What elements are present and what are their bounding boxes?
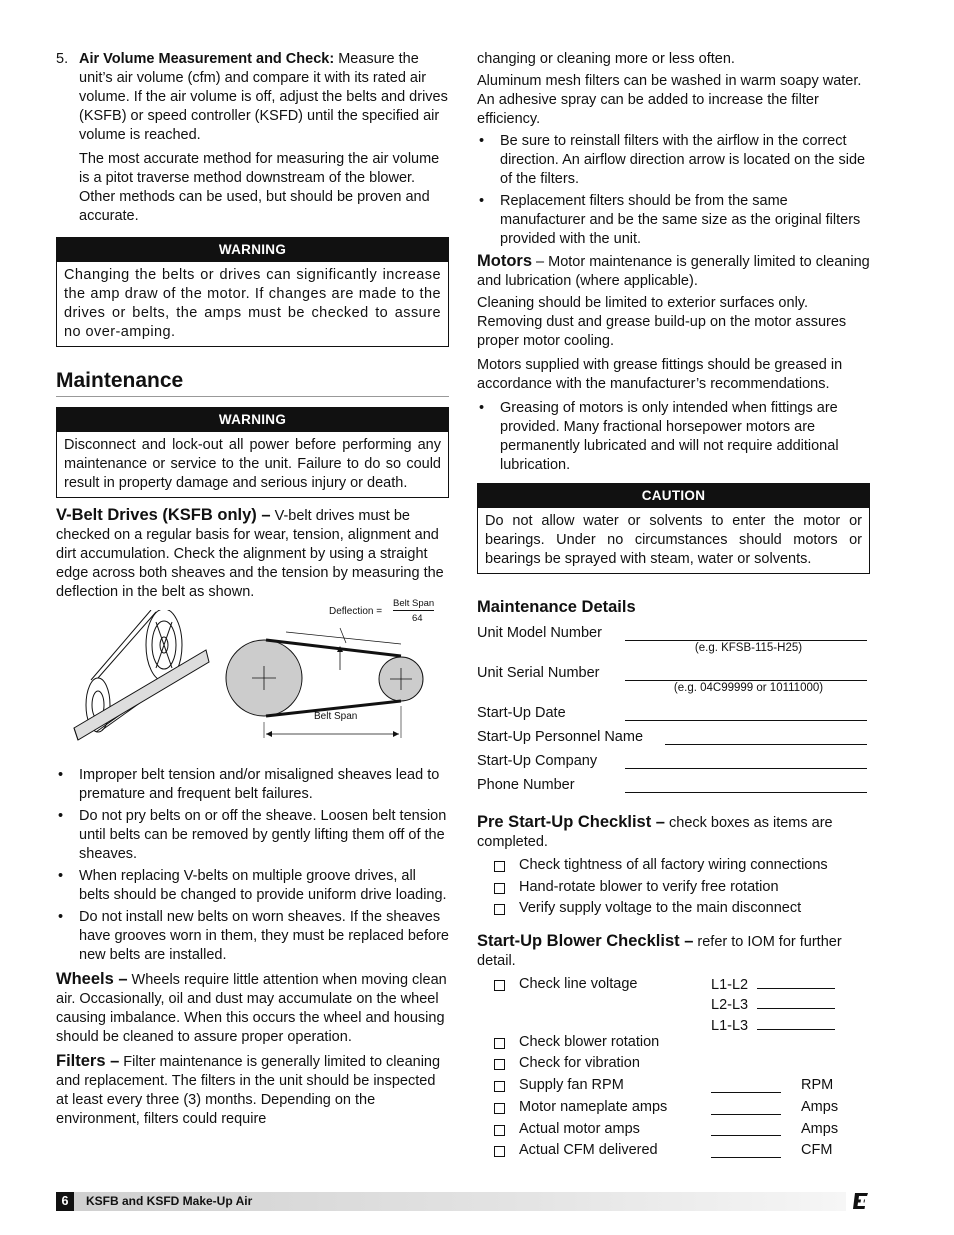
checkbox[interactable]: [494, 883, 505, 894]
voltage-field[interactable]: L1-L2: [711, 974, 835, 995]
value-line[interactable]: [711, 1135, 781, 1136]
caution-box: [477, 483, 870, 574]
measurement-row[interactable]: Actual motor amps Amps: [477, 1119, 870, 1141]
prestart-paragraph: Pre Start-Up Checklist – check boxes as items are completed.: [477, 813, 833, 850]
filters-heading: Filters –: [56, 1052, 120, 1070]
deflection-label: Deflection =: [329, 606, 383, 617]
personnel-name-line[interactable]: [665, 744, 867, 745]
step-5-para2: The most accurate method for measuring the air volume is a pitot traverse method downstream of the blower. Other methods can be used, but should be proven and accurate.: [79, 151, 440, 224]
step-number: 5.: [56, 51, 69, 67]
line-voltage-label: Check line voltage: [519, 975, 638, 992]
filters-paragraph: Filters – Filter maintenance is generally limited to cleaning and replacement. The filters in the unit should be inspected at least every three (3) months. Depending on the environment, filters could require: [56, 1052, 441, 1127]
belt-diagram: [56, 610, 449, 760]
phone-number-line[interactable]: [625, 792, 867, 793]
section-title-maintenance: Maintenance: [56, 371, 449, 397]
right-column: [477, 50, 870, 1162]
step-5: [56, 50, 449, 226]
warning-text: Disconnect and lock-out all power before performing any maintenance or service to the unit. Failure to do so could result in property damage and serious injury or death.: [64, 437, 441, 491]
checkbox[interactable]: [494, 1103, 505, 1114]
filter-bullet-list: [477, 132, 870, 249]
left-column: [56, 50, 449, 1132]
belt-deflection-figure: [56, 598, 449, 760]
filters-continued: changing or cleaning more or less often.: [477, 51, 735, 67]
page-footer: [56, 1192, 870, 1211]
motors-paragraph: Motors – Motor maintenance is generally limited to cleaning and lubrication (where applicable).: [477, 252, 870, 289]
step-5-text: Air Volume Measurement and Check: Measure the unit’s air volume (cfm) and compare it with its rated air volume. If the air volume is off, adjust the belts and drives (KSFB) or speed controller (KSFD) until the specified air volume is reached.: [79, 51, 448, 143]
checklist-item[interactable]: Hand-rotate blower to verify free rotation: [477, 877, 870, 899]
page-number: 6: [56, 1192, 74, 1211]
measurement-row[interactable]: Supply fan RPM RPM: [477, 1075, 870, 1097]
list-item: • Do not install new belts on worn sheaves. If the sheaves have grooves worn in them, they must be replaced before new belts are installed.: [56, 908, 449, 965]
startup-company-field[interactable]: [477, 749, 870, 773]
caution-header: CAUTION: [478, 484, 869, 508]
checkbox[interactable]: [494, 1125, 505, 1136]
checkbox[interactable]: [494, 861, 505, 872]
phone-number-label: Phone Number: [477, 777, 575, 793]
fraction-numerator: Belt Span: [393, 598, 435, 609]
measurement-row[interactable]: Actual CFM delivered CFM: [477, 1140, 870, 1162]
prestart-heading: Pre Start-Up Checklist –: [477, 813, 665, 831]
personnel-name-field[interactable]: [477, 725, 870, 749]
value-line[interactable]: [711, 1114, 781, 1115]
checklist-item[interactable]: Check tightness of all factory wiring connections: [477, 855, 870, 877]
startup-company-line[interactable]: [625, 768, 867, 769]
motors-heading: Motors: [477, 252, 532, 270]
personnel-name-label: Start-Up Personnel Name: [477, 729, 644, 745]
serial-number-label: Unit Serial Number: [477, 665, 600, 681]
checklist-item[interactable]: Check for vibration: [477, 1053, 870, 1075]
warning-box-power: [56, 407, 449, 498]
model-number-hint: (e.g. KFSB-115-H25): [694, 642, 803, 654]
phone-number-field[interactable]: [477, 773, 870, 797]
checkbox[interactable]: [494, 904, 505, 915]
warning-header: WARNING: [57, 238, 448, 262]
belt-span-label: Belt Span: [314, 711, 358, 722]
vbelt-paragraph: V-Belt Drives (KSFB only) – V-belt drives must be checked on a regular basis for wear, tension, alignment and dirt accumulation. Check the alignment by using a straight edge across both sheaves and the tension by measuring the deflection in the belt as shown.: [56, 506, 444, 600]
voltage-fields: [711, 974, 835, 1036]
checkbox[interactable]: [494, 980, 505, 991]
model-number-label: Unit Model Number: [477, 625, 602, 641]
checkbox[interactable]: [494, 1059, 505, 1070]
caution-text: Do not allow water or solvents to enter the motor or bearings. Under no circumstances should motors or bearings be sprayed with steam, water or solvents.: [485, 513, 862, 567]
maintenance-details-title: Maintenance Details: [477, 598, 636, 616]
checkbox[interactable]: [494, 1146, 505, 1157]
warning-text: Changing the belts or drives can significantly increase the amp draw of the motor. If changes are made to the drives or belts, the amps must be checked to assure no over-amping.: [64, 267, 441, 340]
model-number-line[interactable]: [625, 640, 867, 641]
vbelt-heading: V-Belt Drives (KSFB only) –: [56, 506, 271, 524]
wheels-paragraph: Wheels – Wheels require little attention when moving clean air. Occasionally, oil and dust may accumulate on the wheel causing imbalance. When this occurs the wheel and housing should be cleaned to assure proper operation.: [56, 970, 447, 1045]
warning-header: WARNING: [57, 408, 448, 432]
list-item: • Replacement filters should be from the same manufacturer and be the same size as the original filters provided with the unit.: [477, 192, 870, 249]
warning-box-belts: [56, 237, 449, 347]
startup-date-line[interactable]: [625, 720, 867, 721]
model-number-field[interactable]: [477, 621, 870, 645]
serial-number-hint: (e.g. 04C99999 or 10111000): [673, 682, 824, 694]
checkbox[interactable]: [494, 1038, 505, 1049]
startup-date-field[interactable]: [477, 701, 870, 725]
footer-title: KSFB and KSFD Make-Up Air: [86, 1194, 253, 1208]
serial-number-line[interactable]: [625, 680, 867, 681]
voltage-field[interactable]: L2-L3: [711, 994, 835, 1015]
list-item: • When replacing V-belts on multiple groove drives, all belts should be changed to provide uniform drive loading.: [56, 867, 449, 905]
checkbox[interactable]: [494, 1081, 505, 1092]
grease-paragraph: Motors supplied with grease fittings should be greased in accordance with the manufacturer’s recommendations.: [477, 357, 843, 392]
belt-bullet-list: [56, 766, 449, 965]
step-5-title: Air Volume Measurement and Check:: [79, 51, 335, 67]
blower-heading: Start-Up Blower Checklist –: [477, 931, 694, 950]
voltage-line[interactable]: [757, 1015, 835, 1030]
fraction-denominator: 64: [412, 613, 423, 624]
blower-paragraph: Start-Up Blower Checklist – refer to IOM for further detail.: [477, 931, 842, 969]
value-line[interactable]: [711, 1092, 781, 1093]
aluminum-filters-paragraph: Aluminum mesh filters can be washed in warm soapy water. An adhesive spray can be added to increase the filter efficiency.: [477, 73, 862, 127]
list-item: • Do not pry belts on or off the sheave. Loosen belt tension until belts can be removed by gently lifting them off of the sheaves.: [56, 807, 449, 864]
cleaning-paragraph: Cleaning should be limited to exterior surfaces only. Removing dust and grease build-up on the motor assures proper motor cooling.: [477, 295, 847, 349]
voltage-line[interactable]: [757, 974, 835, 989]
brand-logo-icon: [852, 1192, 869, 1210]
list-item: • Be sure to reinstall filters with the airflow in the correct direction. An airflow direction arrow is located on the side of the filters.: [477, 132, 870, 189]
voltage-field[interactable]: L1-L3: [711, 1015, 835, 1036]
pulley-perspective-drawing: [74, 610, 209, 740]
startup-company-label: Start-Up Company: [477, 753, 598, 769]
measurement-row[interactable]: Motor nameplate amps Amps: [477, 1097, 870, 1119]
wheels-heading: Wheels –: [56, 970, 128, 988]
line-voltage-row[interactable]: [477, 974, 870, 1032]
list-item: • Improper belt tension and/or misaligned sheaves lead to premature and frequent belt failures.: [56, 766, 449, 804]
serial-number-field[interactable]: [477, 661, 870, 685]
motor-bullet-list: [477, 399, 870, 475]
voltage-line[interactable]: [757, 994, 835, 1009]
checklist-item[interactable]: Check blower rotation: [477, 1032, 870, 1054]
checklist-item[interactable]: Verify supply voltage to the main disconnect: [477, 898, 870, 920]
startup-date-label: Start-Up Date: [477, 705, 566, 721]
list-item: • Greasing of motors is only intended when fittings are provided. Many fractional horsepower motors are permanently lubricated and will not require additional lubrication.: [477, 399, 870, 475]
value-line[interactable]: [711, 1157, 781, 1158]
